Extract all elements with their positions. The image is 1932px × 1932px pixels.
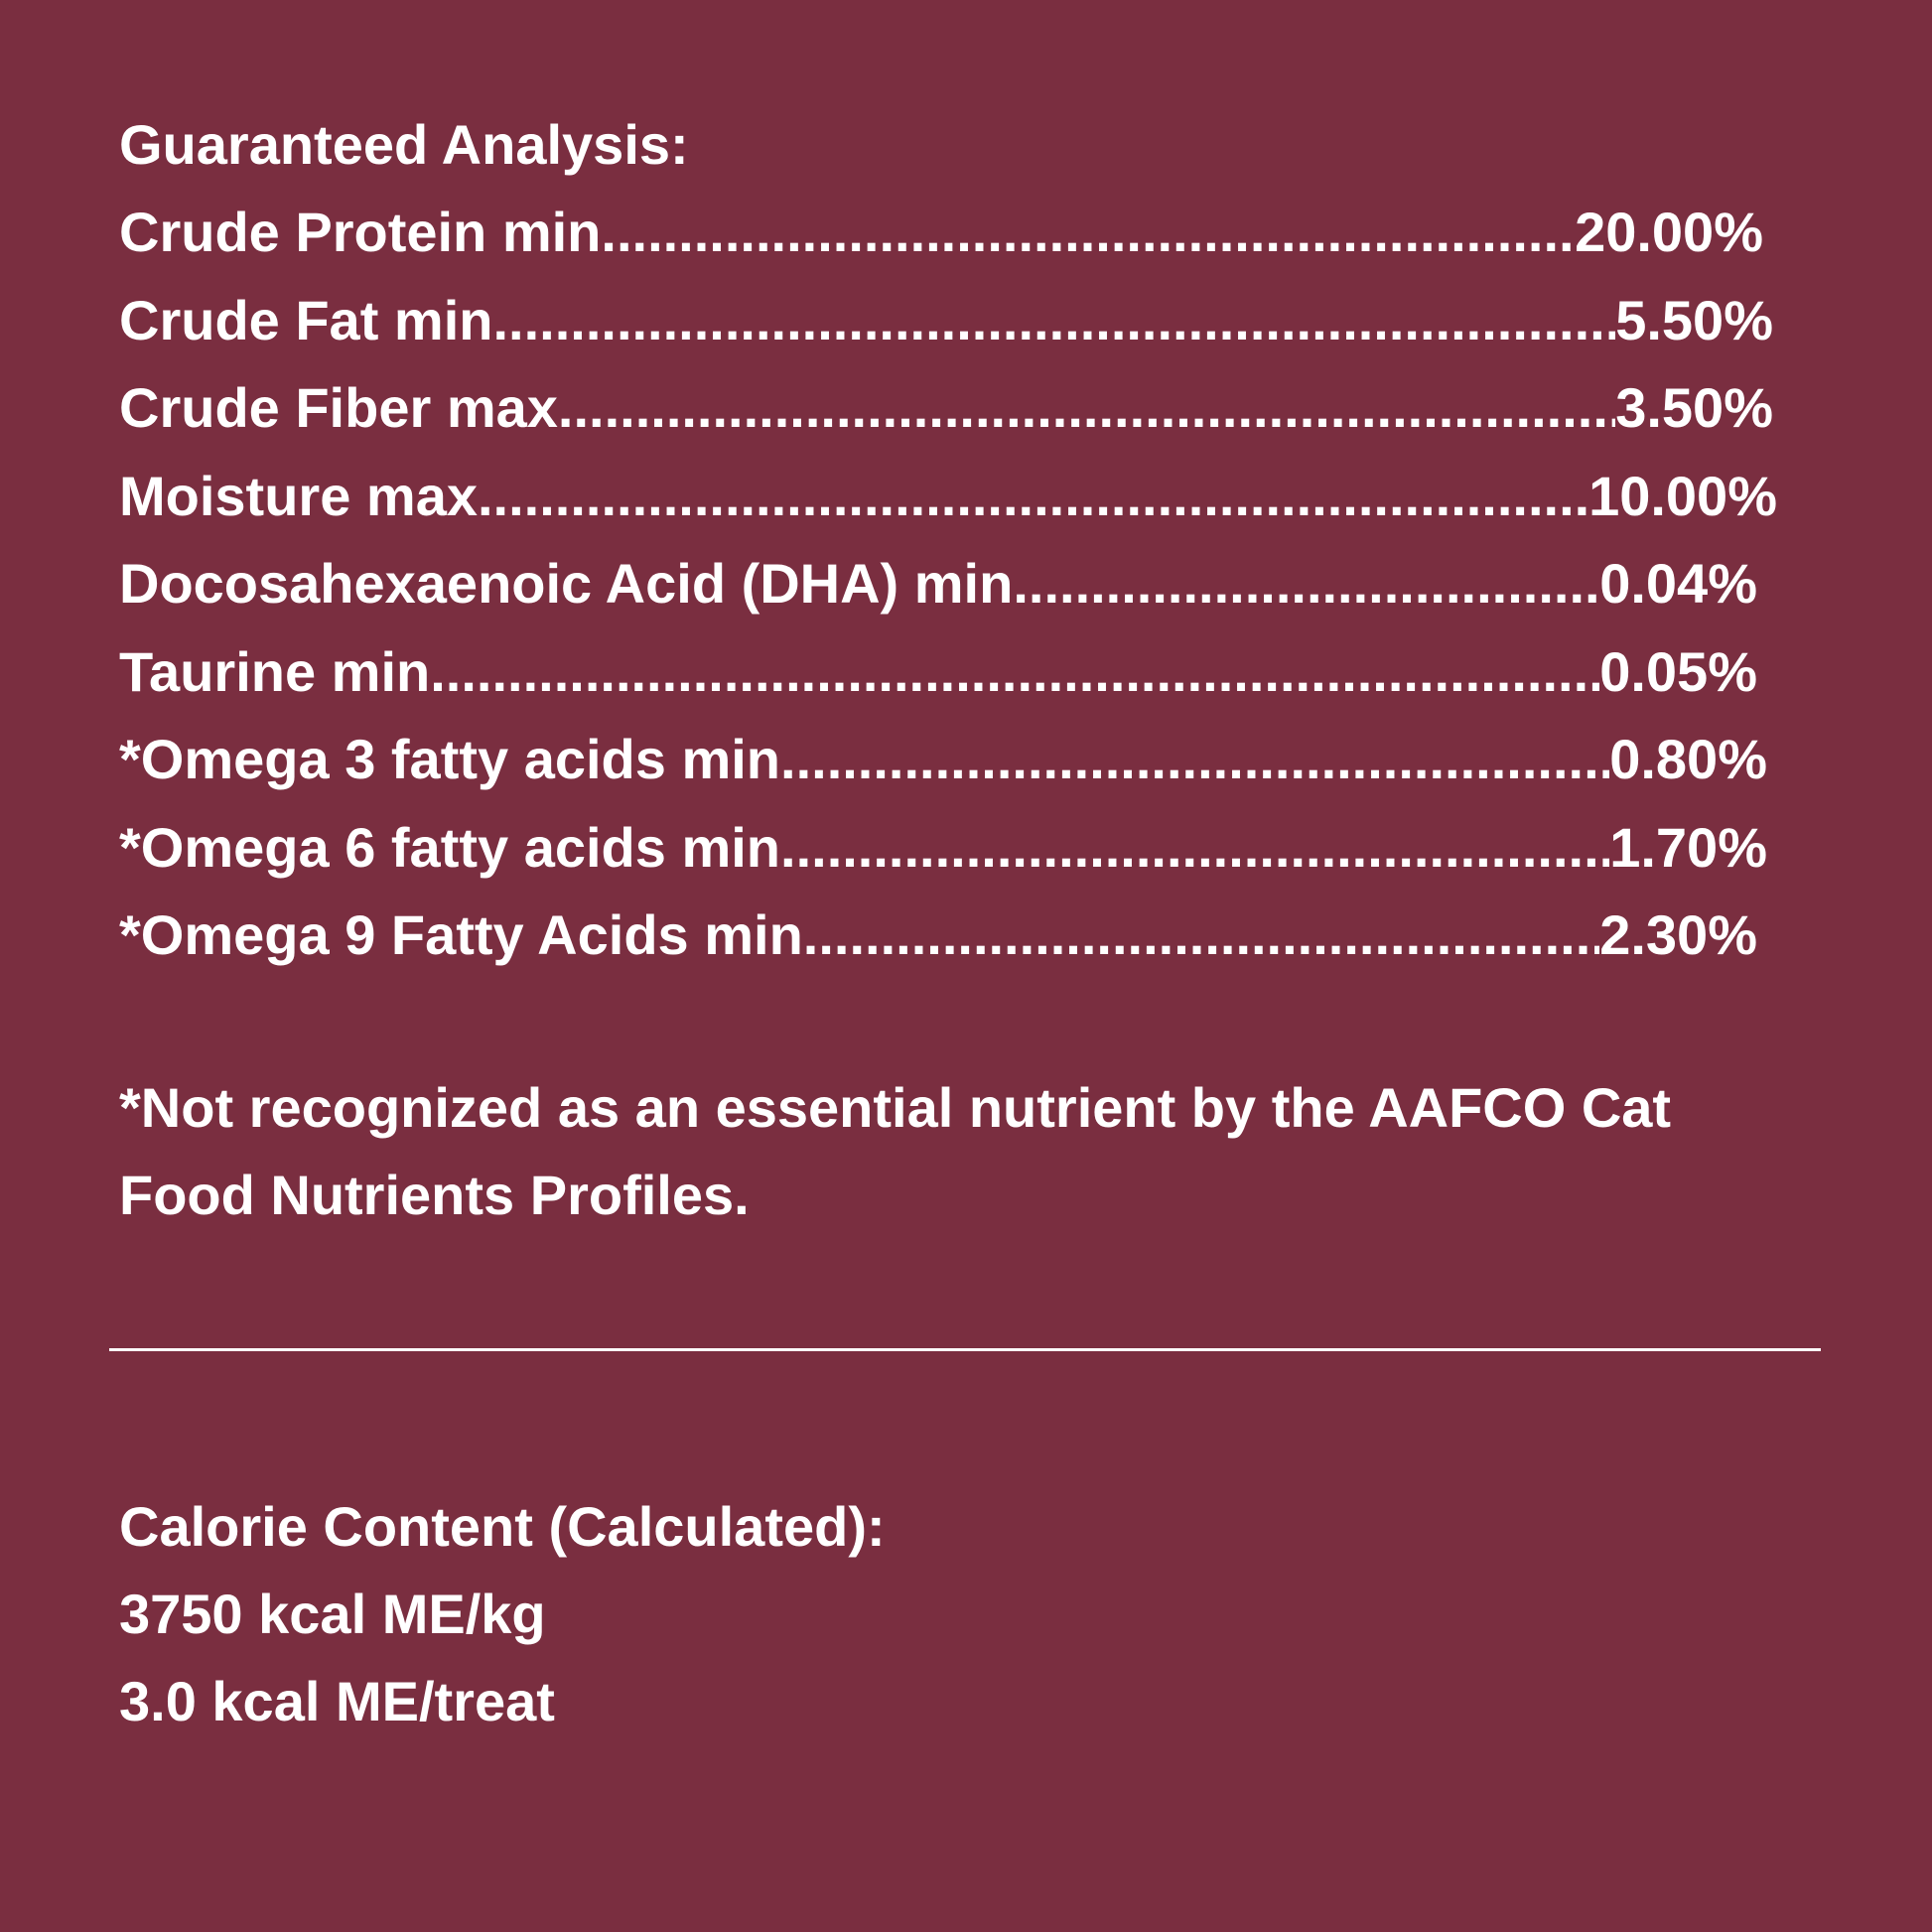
analysis-list	[119, 189, 1777, 980]
row-value: 0.04%	[1599, 552, 1757, 615]
row-label: Taurine min	[119, 639, 431, 703]
row-label: *Omega 6 fatty acids min	[119, 815, 781, 879]
analysis-row-taurine	[119, 628, 1757, 717]
calorie-content	[119, 1483, 886, 1745]
calories-per-treat: 3.0 kcal ME/treat	[119, 1670, 555, 1732]
row-value: 10.00%	[1588, 464, 1777, 527]
row-label: Docosahexaenoic Acid (DHA) min	[119, 552, 1014, 615]
row-value: 1.70%	[1609, 815, 1767, 879]
analysis-row-crude-protein	[119, 189, 1763, 277]
calories-per-kg: 3750 kcal ME/kg	[119, 1583, 546, 1645]
row-label: *Omega 3 fatty acids min	[119, 728, 781, 790]
analysis-row-crude-fiber	[119, 364, 1773, 453]
row-value: 3.50%	[1615, 376, 1773, 439]
analysis-row-omega-6	[119, 804, 1767, 893]
row-value: 0.05%	[1599, 639, 1757, 703]
dot-leader	[803, 892, 1599, 980]
dot-leader	[478, 453, 1588, 541]
dot-leader	[780, 804, 1609, 893]
analysis-row-dha	[119, 540, 1757, 628]
row-value: 2.30%	[1599, 903, 1757, 966]
calorie-content-title: Calorie Content (Calculated):	[119, 1495, 886, 1558]
row-label: *Omega 9 Fatty Acids min	[119, 903, 803, 966]
row-label: Crude Fat min	[119, 288, 493, 351]
section-divider	[109, 1348, 1821, 1351]
row-label: Crude Fiber max	[119, 376, 558, 439]
dot-leader	[601, 189, 1575, 277]
dot-leader	[1013, 540, 1599, 628]
analysis-row-omega-9	[119, 892, 1757, 980]
row-value: 5.50%	[1615, 288, 1773, 351]
row-label: Crude Protein min	[119, 201, 602, 263]
row-label: Moisture max	[119, 464, 478, 527]
dot-leader	[558, 364, 1615, 453]
analysis-row-omega-3	[119, 716, 1767, 804]
analysis-row-crude-fat	[119, 277, 1773, 365]
row-value: 0.80%	[1609, 728, 1767, 790]
guaranteed-analysis-title: Guaranteed Analysis:	[119, 113, 689, 176]
dot-leader	[492, 277, 1615, 365]
aafco-footnote: *Not recognized as an essential nutrient by the AAFCO Cat Food Nutrients Profiles.	[119, 1076, 1672, 1226]
dot-leader	[430, 628, 1599, 717]
row-value: 20.00%	[1575, 201, 1763, 263]
dot-leader	[780, 716, 1609, 804]
analysis-row-moisture	[119, 453, 1777, 541]
